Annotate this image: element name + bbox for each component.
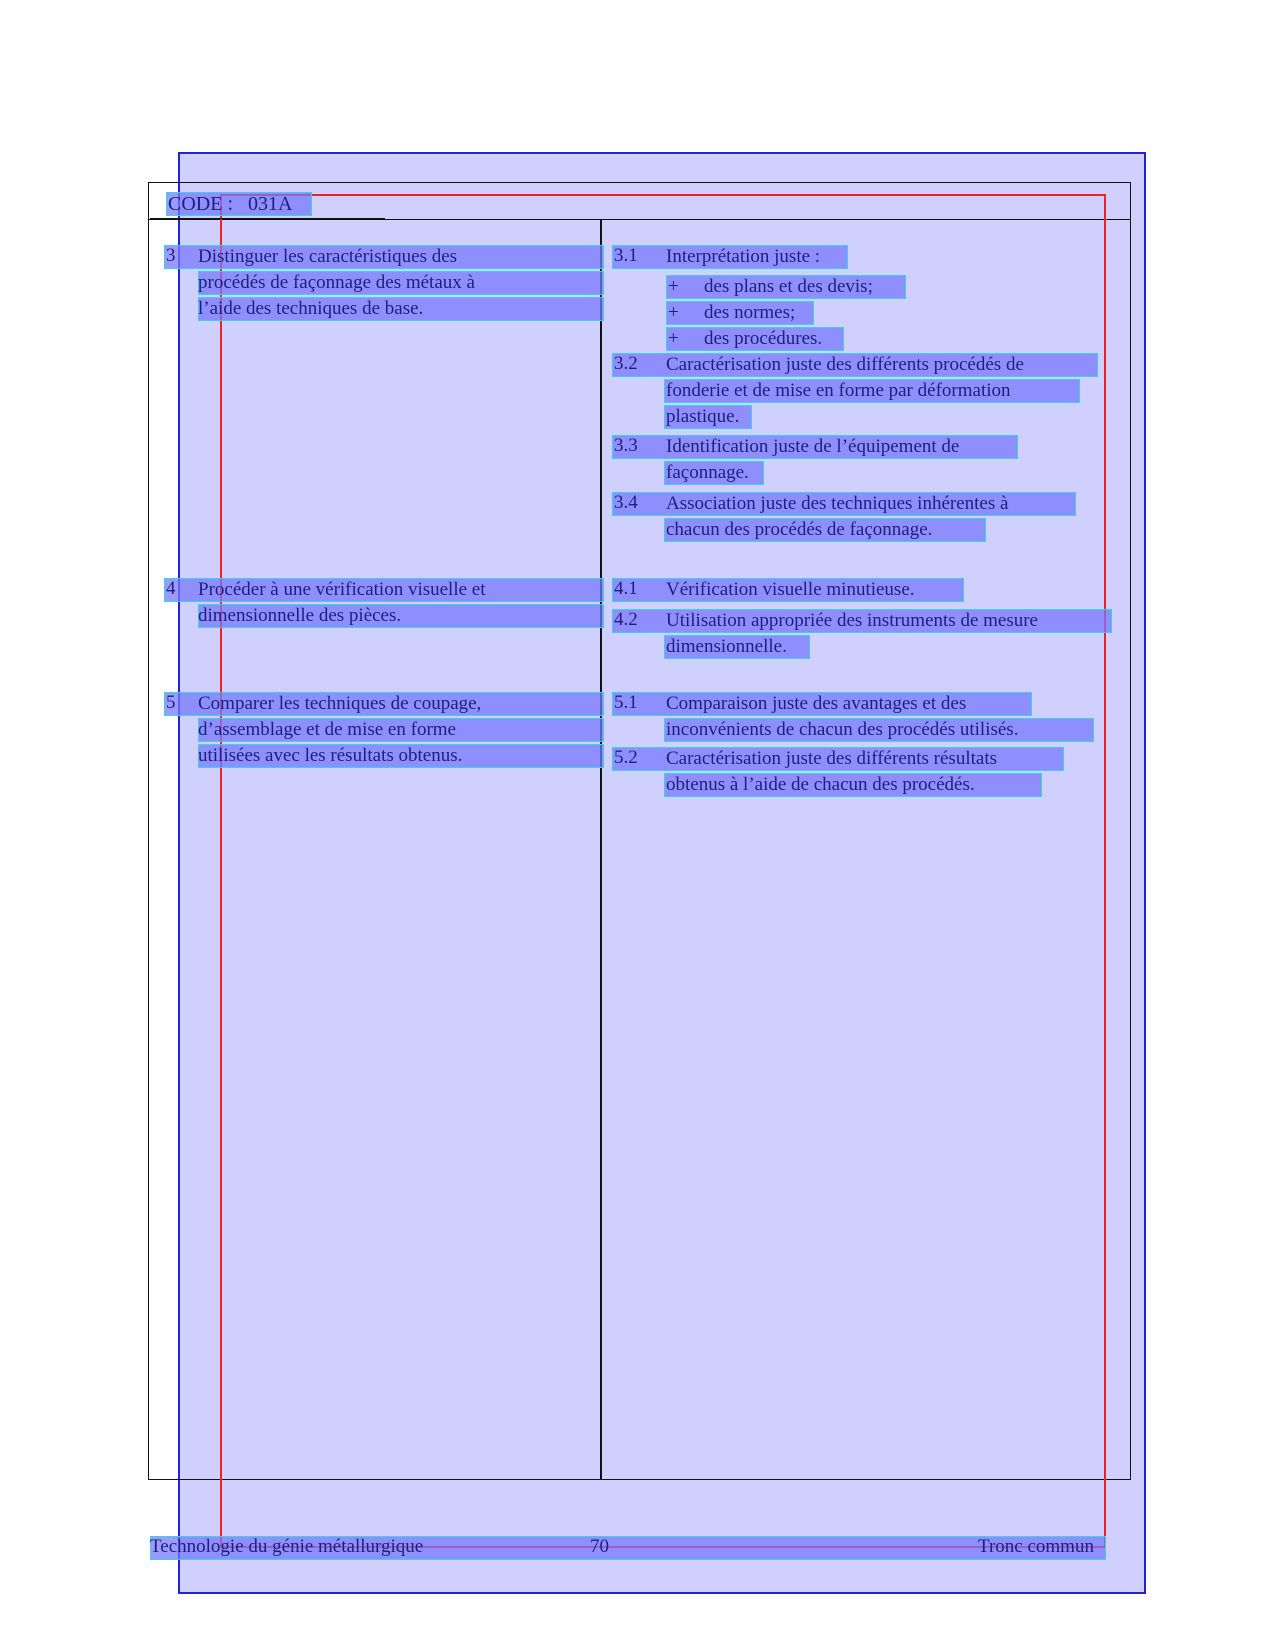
objective-line: Procéder à une vérification visuelle et [198, 579, 486, 600]
criterion-number: 3.4 [614, 492, 638, 513]
objective-line: procédés de façonnage des métaux à [198, 272, 475, 293]
page-number: 70 [590, 1536, 609, 1557]
criterion-line: Caractérisation juste des différents procédés de [666, 354, 1024, 375]
criterion-line: Utilisation appropriée des instruments de mesure [666, 610, 1038, 631]
criterion-number: 3.1 [614, 245, 638, 266]
criterion-line: Identification juste de l’équipement de [666, 436, 960, 457]
criterion-number: 4.2 [614, 609, 638, 630]
objective-line: l’aide des techniques de base. [198, 298, 424, 319]
objective-number: 3 [166, 245, 176, 266]
criterion-bullet: des plans et des devis; [704, 276, 873, 297]
criterion-number: 5.1 [614, 692, 638, 713]
code-underline [150, 218, 385, 219]
objective-line: Comparer les techniques de coupage, [198, 693, 482, 714]
code-label: CODE : 031A [168, 193, 293, 215]
criterion-line: obtenus à l’aide de chacun des procédés. [666, 774, 975, 795]
objective-line: d’assemblage et de mise en forme [198, 719, 456, 740]
criterion-line: Comparaison juste des avantages et des [666, 693, 967, 714]
criterion-line: Interprétation juste : [666, 246, 821, 267]
code-value: 031A [248, 193, 293, 215]
objective-number: 5 [166, 692, 176, 713]
criterion-line: Caractérisation juste des différents résultats [666, 748, 997, 769]
objective-line: dimensionnelle des pièces. [198, 605, 402, 626]
objective-line: Distinguer les caractéristiques des [198, 246, 458, 267]
criterion-line: chacun des procédés de façonnage. [666, 519, 933, 540]
criterion-bullet: des procédures. [704, 328, 823, 349]
objective-line: utilisées avec les résultats obtenus. [198, 745, 463, 766]
criterion-line: Vérification visuelle minutieuse. [666, 579, 915, 600]
bullet-symbol: + [668, 302, 679, 323]
bullet-symbol: + [668, 328, 679, 349]
criterion-number: 4.1 [614, 578, 638, 599]
criterion-line: dimensionnelle. [666, 636, 787, 657]
footer-left: Technologie du génie métallurgique [150, 1536, 424, 1557]
criterion-line: fonderie et de mise en forme par déformation [666, 380, 1011, 401]
objective-number: 4 [166, 578, 176, 599]
bullet-symbol: + [668, 276, 679, 297]
criterion-line: Association juste des techniques inhérentes à [666, 493, 1009, 514]
criterion-line: plastique. [666, 406, 740, 427]
criterion-line: inconvénients de chacun des procédés utilisés. [666, 719, 1019, 740]
criterion-number: 3.2 [614, 353, 638, 374]
criterion-number: 3.3 [614, 435, 638, 456]
footer-right: Tronc commun [978, 1536, 1094, 1557]
criterion-line: façonnage. [666, 462, 749, 483]
criterion-number: 5.2 [614, 747, 638, 768]
criterion-bullet: des normes; [704, 302, 796, 323]
